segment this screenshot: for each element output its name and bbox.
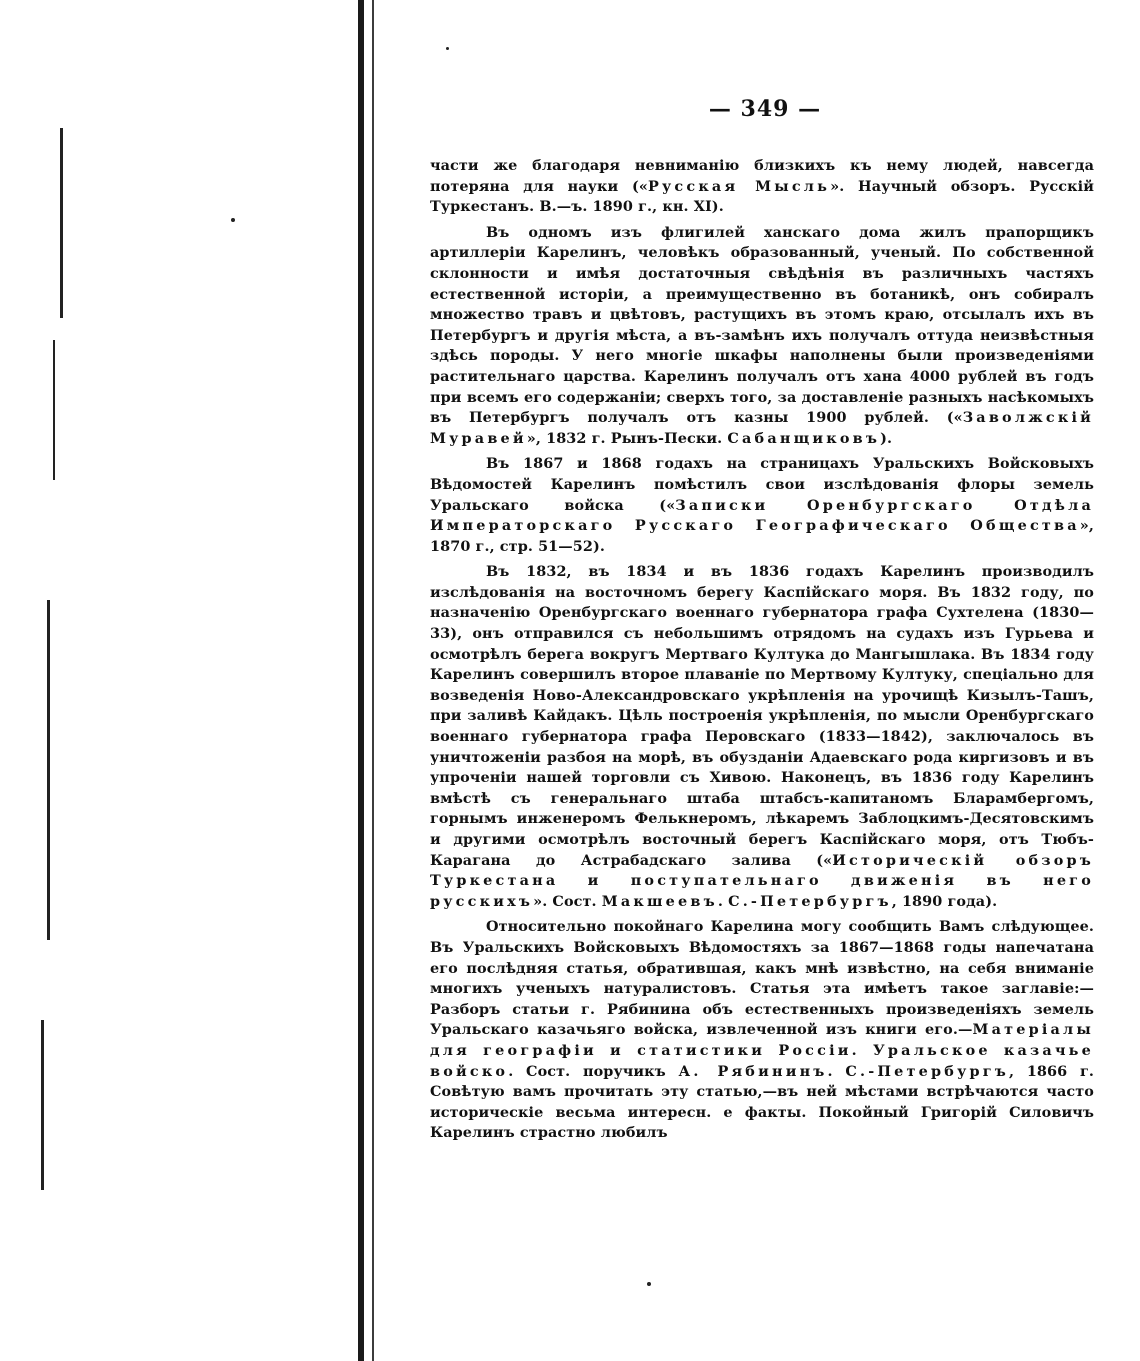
- paragraph-3: [430, 454, 1094, 557]
- text-run: Относительно покойнаго Карелина могу сообщить Вамъ слѣдующее. Въ Уральскихъ Войсковыхъ Вѣдомостяхъ за 1867—1868 годы напечатана его послѣдняя статья, обратившая, какъ мнѣ извѣстно, на себя вниманіе многихъ ученыхъ натуралистовъ. Статья эта имѣетъ такое заглавіе:—Разборъ статьи г. Рябинина объ естественныхъ произведеніяхъ земель Уральскаго казачьяго войска, извлеченной изъ книги его.—: [430, 918, 1094, 1039]
- binding-gutter-edge: [372, 0, 374, 1361]
- text-run-spaced: Русская Мысль: [647, 177, 831, 195]
- text-run-spaced: Историческій обзоръ Туркестана и поступательнаго движенія въ него русскихъ: [430, 851, 1094, 910]
- text-run-spaced: Макшеевъ: [601, 892, 718, 910]
- text-run: ». Сост.: [533, 892, 602, 910]
- text-run: Въ 1867 и 1868 годахъ на страницахъ Уральскихъ Войсковыхъ Вѣдомостей Карелинъ помѣстилъ свои изслѣдованія флоры земель Уральскаго войска («: [430, 455, 1094, 514]
- text-run-spaced: С.-Петербургъ: [845, 1062, 1010, 1080]
- text-run-spaced: Записки Оренбургскаго Отдѣла Императорскаго Русскаго Географическаго Общества: [430, 496, 1094, 535]
- margin-mark: [53, 340, 55, 480]
- text-run: ». Научный обзоръ. Русскій Туркестанъ. В.—ъ. 1890 г., кн. XI).: [430, 177, 1094, 216]
- paragraph-5: [430, 917, 1094, 1144]
- text-run: , 1866 г. Совѣтую вамъ прочитать эту статью,—въ ней мѣстами встрѣчаются часто историческіе весьма интересн. е факты. Покойный Григорій Силовичъ Карелинъ страстно любилъ: [430, 1062, 1094, 1142]
- paragraph-2: [430, 223, 1094, 450]
- margin-mark: [41, 1020, 44, 1190]
- text-run-spaced: А. Рябининъ: [678, 1062, 828, 1080]
- text-run-spaced: С.-Петербургъ: [728, 892, 892, 910]
- paragraph-1: [430, 156, 1094, 218]
- text-run: », 1832 г. Рынъ-Пески.: [526, 429, 728, 447]
- text-run-spaced: Матеріалы для географіи и статистики Россіи. Уральское казачье войско: [430, 1021, 1094, 1080]
- binding-gutter-line: [358, 0, 364, 1361]
- text-run: . Сост. поручикъ: [508, 1062, 679, 1080]
- scan-speck: [231, 218, 235, 222]
- text-run-spaced: Заволжскій Муравей: [430, 409, 1094, 447]
- text-run: Въ 1832, въ 1834 и въ 1836 годахъ Карелинъ производилъ изслѣдованія на восточномъ берегу Каспійскаго моря. Въ 1832 году, по назначенію Оренбургскаго военнаго губернатора графа Сухтелена (1830—33), онъ отправился съ небольшимъ отрядомъ на судахъ изъ Гурьева и осмотрѣлъ берега вокругъ Мертваго Култука до Мангышлака. Въ 1834 году Карелинъ совершилъ второе плаваніе по Мертвому Култуку, спеціально для возведенія Ново-Александровскаго укрѣпленія на урочищѣ Кизылъ-Ташъ, при заливѣ Кайдакъ. Цѣль построенія укрѣпленія, по мысли Оренбургскаго военнаго губернатора графа Перовскаго (1833—1842), заключалось въ уничтоженіи разбоя на морѣ, въ обузданіи Адаевскаго рода киргизовъ и въ упроченіи нашей торговли съ Хивою. Наконецъ, въ 1836 году Карелинъ вмѣстѣ съ генеральнаго штаба штабсъ-капитаномъ Бларамбергомъ, горнымъ инженеромъ Фелькнеромъ, лѣкаремъ Заблоцкимъ-Десятовскимъ и другими осмотрѣлъ восточный берегъ Каспійскаго моря, отъ Тюбъ-Карагана до Астрабадскаго залива («: [430, 563, 1094, 869]
- text-run: ).: [880, 429, 893, 447]
- margin-mark: [60, 128, 63, 318]
- margin-mark: [47, 600, 50, 940]
- text-run: », 1870 г., стр. 51—52).: [430, 517, 1094, 555]
- scan-speck: [446, 47, 449, 50]
- paragraph-4: [430, 562, 1094, 912]
- page-number: — 349 —: [708, 96, 822, 122]
- text-run: , 1890 года).: [891, 892, 998, 910]
- text-run: .: [717, 892, 729, 910]
- scan-speck: [647, 1282, 651, 1286]
- text-run: части же благодаря невниманію близкихъ къ нему людей, навсегда потеряна для науки («: [430, 157, 1094, 195]
- text-run: Въ одномъ изъ флигилей ханскаго дома жилъ прапорщикъ артиллеріи Карелинъ, человѣкъ образованный, ученый. По собственной склонности и имѣя достаточныя свѣдѣнія въ различныхъ частяхъ естественной исторіи, а преимущественно въ ботаникѣ, онъ собиралъ множество травъ и цвѣтовъ, растущихъ въ этомъ краю, отсылалъ ихъ въ Петербургъ и другія мѣста, а въ-замѣнъ ихъ получалъ оттуда неизвѣстныя здѣсь породы. У него многіе шкафы наполнены были произведеніями растительнаго царства. Карелинъ получалъ отъ хана 4000 рублей въ годъ при всемъ его содержаніи; сверхъ того, за доставленіе разныхъ насѣкомыхъ въ Петербургъ получалъ отъ казны 1900 рублей. («: [430, 223, 1094, 427]
- body-text: [430, 156, 1094, 1149]
- text-run: .: [827, 1062, 846, 1080]
- text-run-spaced: Сабанщиковъ: [727, 429, 881, 447]
